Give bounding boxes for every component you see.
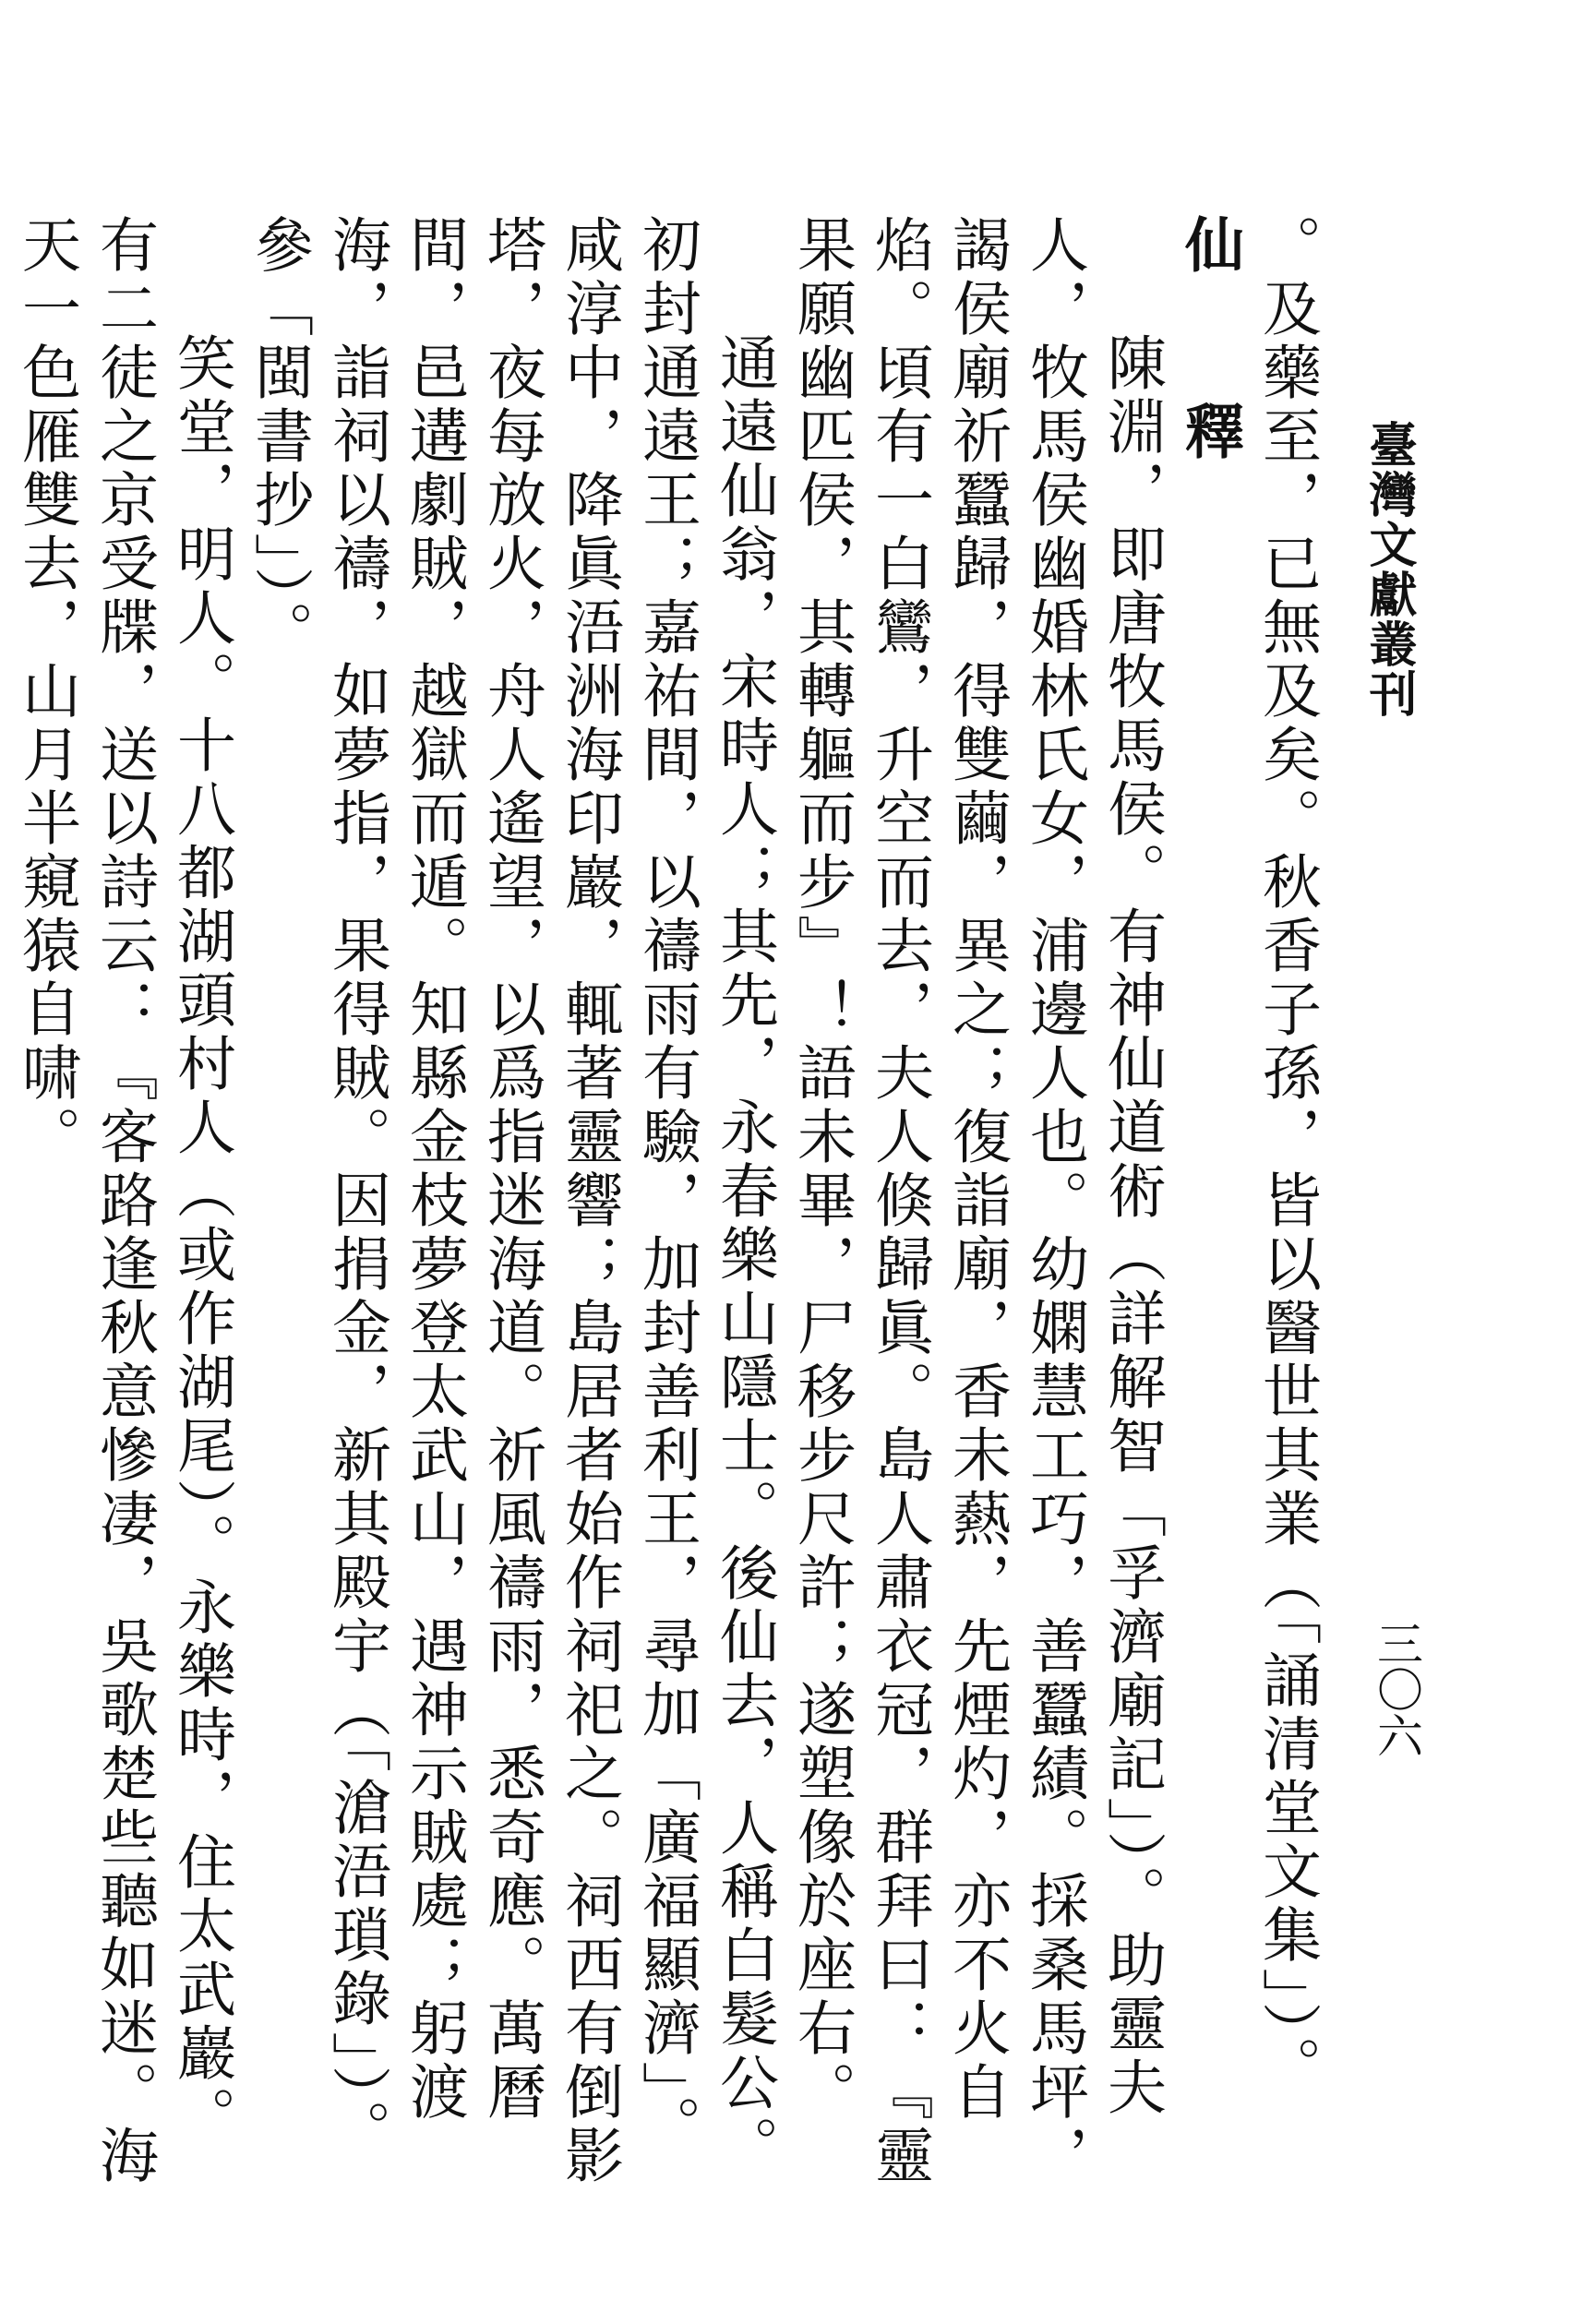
entry-paragraph: 陳淵，即唐牧馬侯。有神仙道術（詳解智「孚濟廟記」）。助靈夫人，牧馬侯幽婚林氏女，浦邊人也。幼嫻慧工巧，善蠶績。採桑馬坪，謁侯廟祈蠶歸，得雙繭，異之；復詣廟，香未爇，先煙灼，亦不火自焰。頃有一白鸞，升空而去，夫人倏歸眞。島人肅衣冠，群拜曰：『靈果願幽匹侯，其轉軀而步』！語未畢，尸移步尺許；遂塑像於座右。 — [787, 214, 1166, 2188]
running-header: 臺灣文獻叢刊 — [1360, 420, 1417, 719]
body-text — [12, 214, 1325, 2189]
continuation-paragraph: 。及藥至，已無及矣。秋香子孫，皆以醫世其業（「誦清堂文集」）。 — [1252, 214, 1321, 2100]
section-heading: 仙 釋 — [1175, 214, 1244, 514]
entry-paragraph: 通遠仙翁，宋時人；其先，永春樂山隱士。後仙去，人稱白髮公。初封通遠王；嘉祐間，以禱雨有驗，加封善利王，尋加「廣福顯濟」。咸淳中，降眞浯洲海印巖，輒著靈響；島居者始作祠祀之。祠西有倒影塔，夜每放火，舟人遙望，以爲指迷海道。祈風禱雨，悉奇應。萬曆間，邑遘劇賊，越獄而遁。知縣金枝夢登太武山，遇神示賊處；躬渡海，詣祠以禱，如夢指，果得賊。因捐金，新其殿宇（「滄浯瑣錄」）。參「閩書抄」）。 — [245, 214, 778, 2188]
entry-paragraph: 笑堂，明人。十八都湖頭村人（或作湖尾）。永樂時，住太武巖。有二徒之京受牒，送以詩云：『客路逢秋意慘凄，吳歌楚些聽如迷。海天一色雁雙去，山月半窺猿自啸。 — [12, 214, 235, 2188]
page-number: 三〇六 — [1370, 1620, 1423, 1758]
